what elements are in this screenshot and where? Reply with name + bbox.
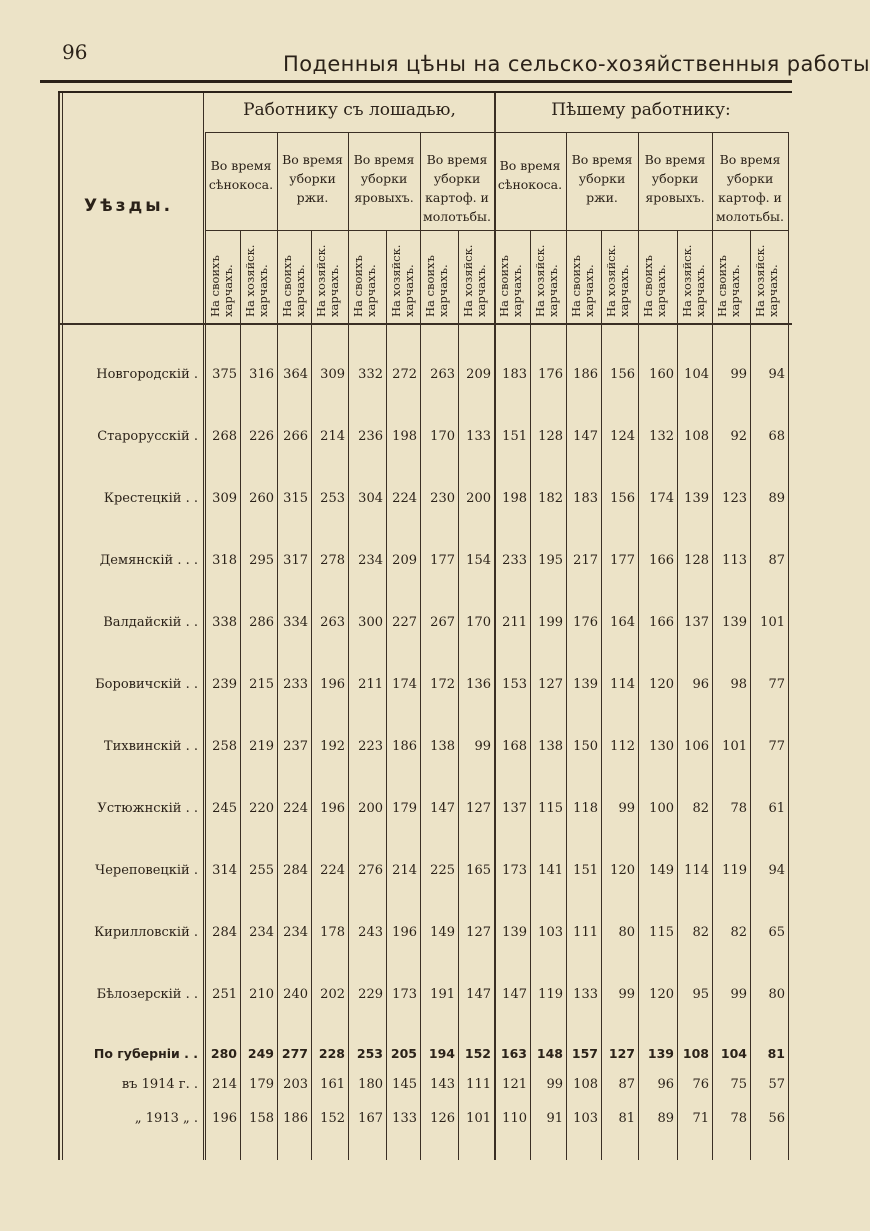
table-cell: 149 [430, 925, 455, 940]
table-cell: 150 [573, 739, 598, 754]
table-cell: 114 [610, 677, 635, 692]
table-cell: 154 [466, 553, 491, 568]
table-cell: 133 [573, 987, 598, 1002]
table-cell: 295 [249, 553, 274, 568]
table-cell: 151 [502, 429, 527, 444]
table-cell: 255 [249, 863, 274, 878]
table-cell: 233 [502, 553, 527, 568]
table-cell: 147 [430, 801, 455, 816]
table-cell: 128 [684, 553, 709, 568]
running-head: Поденныя цѣны на сельско-хозяйственныя работы [283, 52, 870, 76]
table-cell: 176 [538, 367, 563, 382]
own-board-header: На своихъ харчахъ. [641, 255, 668, 317]
table-cell: 224 [320, 863, 345, 878]
table-cell: 266 [283, 429, 308, 444]
table-cell: 170 [430, 429, 455, 444]
table-cell: 284 [283, 863, 308, 878]
table-cell: 209 [392, 553, 417, 568]
table-cell: 87 [768, 553, 785, 568]
table-cell: 133 [392, 1111, 417, 1126]
table-cell: 167 [358, 1111, 383, 1126]
table-cell: 115 [538, 801, 563, 816]
table-cell: 71 [692, 1111, 709, 1126]
district-name: Крестецкій . . [103, 491, 198, 506]
table-cell: 227 [392, 615, 417, 630]
district-name: По губерніи . . [93, 1046, 198, 1061]
header-bottom-line [58, 323, 792, 325]
district-name: Валдайскій . . [103, 615, 198, 630]
own-board-header: На своихъ харчахъ. [280, 255, 307, 317]
master-board-header: На хозяйск. харчахъ. [533, 244, 560, 317]
table-cell: 113 [722, 553, 747, 568]
column-line [240, 230, 241, 1160]
table-cell: 234 [283, 925, 308, 940]
table-cell: 286 [249, 615, 274, 630]
table-cell: 104 [720, 1046, 747, 1061]
table-cell: 104 [684, 367, 709, 382]
period-header: Во время уборки яровыхъ. [644, 152, 706, 205]
table-cell: 92 [730, 429, 747, 444]
table-cell: 200 [358, 801, 383, 816]
own-board-header: На своихъ харчахъ. [497, 255, 524, 317]
table-cell: 158 [249, 1111, 274, 1126]
group-title: Пѣшему работнику: [551, 100, 731, 120]
table-cell: 138 [430, 739, 455, 754]
table-cell: 267 [430, 615, 455, 630]
table-cell: 192 [320, 739, 345, 754]
table-cell: 119 [538, 987, 563, 1002]
table-cell: 196 [212, 1111, 237, 1126]
table-cell: 148 [536, 1046, 563, 1061]
column-line [601, 230, 602, 1160]
table-cell: 240 [283, 987, 308, 1002]
table-cell: 161 [320, 1077, 345, 1092]
table-cell: 94 [768, 367, 785, 382]
table-cell: 99 [474, 739, 491, 754]
table-cell: 251 [212, 987, 237, 1002]
table-cell: 156 [610, 367, 635, 382]
column-line [311, 230, 312, 1160]
table-cell: 100 [649, 801, 674, 816]
table-cell: 245 [212, 801, 237, 816]
table-cell: 120 [610, 863, 635, 878]
table-cell: 214 [320, 429, 345, 444]
table-cell: 334 [283, 615, 308, 630]
table-cell: 177 [610, 553, 635, 568]
table-cell: 114 [684, 863, 709, 878]
table-cell: 186 [392, 739, 417, 754]
table-cell: 223 [358, 739, 383, 754]
table-cell: 149 [649, 863, 674, 878]
table-cell: 253 [356, 1046, 383, 1061]
table-cell: 219 [249, 739, 274, 754]
district-name: въ 1914 г. . [121, 1077, 198, 1092]
table-cell: 82 [692, 925, 709, 940]
table-cell: 170 [466, 615, 491, 630]
table-cell: 81 [618, 1111, 635, 1126]
table-cell: 80 [768, 987, 785, 1002]
column-line [494, 93, 496, 1160]
table-cell: 278 [320, 553, 345, 568]
table-cell: 136 [466, 677, 491, 692]
table-cell: 263 [320, 615, 345, 630]
table-cell: 137 [684, 615, 709, 630]
table-cell: 82 [730, 925, 747, 940]
table-cell: 198 [392, 429, 417, 444]
table-cell: 224 [392, 491, 417, 506]
table-cell: 199 [538, 615, 563, 630]
table-cell: 147 [466, 987, 491, 1002]
table-cell: 284 [212, 925, 237, 940]
column-line [638, 132, 639, 1160]
table-cell: 127 [466, 801, 491, 816]
table-cell: 77 [768, 739, 785, 754]
frame-left-line-2 [62, 93, 63, 1160]
table-cell: 65 [768, 925, 785, 940]
table-cell: 82 [692, 801, 709, 816]
table-cell: 191 [430, 987, 455, 1002]
period-header: Во время уборки картоф. и молотьбы. [423, 152, 491, 224]
table-cell: 99 [618, 987, 635, 1002]
period-header: Во время уборки картоф. и молотьбы. [716, 152, 784, 224]
column-line [530, 230, 531, 1160]
table-cell: 87 [618, 1077, 635, 1092]
table-cell: 375 [212, 367, 237, 382]
table-cell: 152 [320, 1111, 345, 1126]
column-line [458, 230, 459, 1160]
table-cell: 249 [247, 1046, 274, 1061]
column-line [788, 132, 789, 1160]
column-line [277, 132, 278, 1160]
table-cell: 229 [358, 987, 383, 1002]
master-board-header: На хозяйск. харчахъ. [389, 244, 416, 317]
table-cell: 215 [249, 677, 274, 692]
master-board-header: На хозяйск. харчахъ. [243, 244, 270, 317]
table-cell: 277 [281, 1046, 308, 1061]
table-cell: 233 [283, 677, 308, 692]
table-cell: 177 [430, 553, 455, 568]
table-cell: 111 [466, 1077, 491, 1092]
table-cell: 103 [573, 1111, 598, 1126]
column-line [677, 230, 678, 1160]
table-cell: 156 [610, 491, 635, 506]
table-cell: 139 [647, 1046, 674, 1061]
table-cell: 166 [649, 615, 674, 630]
table-cell: 128 [538, 429, 563, 444]
table-cell: 309 [212, 491, 237, 506]
district-name: „ 1913 „ . [134, 1111, 198, 1126]
group-title: Работнику съ лошадью, [243, 100, 456, 120]
table-cell: 78 [730, 1111, 747, 1126]
table-cell: 276 [358, 863, 383, 878]
table-cell: 316 [249, 367, 274, 382]
header-rule-top [40, 80, 792, 83]
table-cell: 205 [390, 1046, 417, 1061]
table-cell: 101 [466, 1111, 491, 1126]
table-cell: 106 [684, 739, 709, 754]
table-cell: 99 [546, 1077, 563, 1092]
table-cell: 176 [573, 615, 598, 630]
table-cell: 194 [428, 1046, 455, 1061]
district-name: Демянскій . . . [99, 553, 198, 568]
table-cell: 236 [358, 429, 383, 444]
table-cell: 118 [573, 801, 598, 816]
period-header: Во время уборки ржи. [571, 152, 633, 205]
stub-divider [203, 93, 204, 1160]
table-cell: 183 [573, 491, 598, 506]
table-cell: 120 [649, 677, 674, 692]
own-board-header: На своихъ харчахъ. [423, 255, 450, 317]
table-cell: 147 [502, 987, 527, 1002]
table-cell: 139 [722, 615, 747, 630]
table-cell: 211 [502, 615, 527, 630]
master-board-header: На хозяйск. харчахъ. [604, 244, 631, 317]
table-cell: 202 [320, 987, 345, 1002]
table-cell: 130 [649, 739, 674, 754]
table-cell: 166 [649, 553, 674, 568]
table-cell: 253 [320, 491, 345, 506]
master-board-header: На хозяйск. харчахъ. [461, 244, 488, 317]
frame-left-line [58, 93, 60, 1160]
table-cell: 364 [283, 367, 308, 382]
table-cell: 127 [538, 677, 563, 692]
table-cell: 174 [649, 491, 674, 506]
table-cell: 168 [502, 739, 527, 754]
table-cell: 239 [212, 677, 237, 692]
table-cell: 94 [768, 863, 785, 878]
table-cell: 217 [573, 553, 598, 568]
table-cell: 108 [684, 429, 709, 444]
table-cell: 178 [320, 925, 345, 940]
table-cell: 228 [318, 1046, 345, 1061]
master-board-header: На хозяйск. харчахъ. [680, 244, 707, 317]
table-cell: 203 [283, 1077, 308, 1092]
table-cell: 120 [649, 987, 674, 1002]
table-cell: 110 [502, 1111, 527, 1126]
row-header-label: Уѣзды. [84, 196, 174, 216]
table-cell: 98 [730, 677, 747, 692]
table-cell: 151 [573, 863, 598, 878]
table-cell: 78 [730, 801, 747, 816]
table-cell: 237 [283, 739, 308, 754]
table-cell: 200 [466, 491, 491, 506]
table-cell: 243 [358, 925, 383, 940]
district-name: Тихвинскій . . [103, 739, 198, 754]
table-cell: 196 [320, 677, 345, 692]
table-cell: 157 [571, 1046, 598, 1061]
table-cell: 179 [249, 1077, 274, 1092]
table-cell: 139 [684, 491, 709, 506]
table-cell: 300 [358, 615, 383, 630]
table-cell: 163 [500, 1046, 527, 1061]
table-cell: 234 [358, 553, 383, 568]
table-cell: 317 [283, 553, 308, 568]
group-divider-line [205, 132, 788, 133]
table-cell: 77 [768, 677, 785, 692]
district-name: Новгородскій . [96, 367, 198, 382]
table-cell: 304 [358, 491, 383, 506]
table-cell: 123 [722, 491, 747, 506]
column-line [566, 132, 567, 1160]
table-cell: 119 [722, 863, 747, 878]
table-cell: 315 [283, 491, 308, 506]
table-cell: 164 [610, 615, 635, 630]
table-cell: 214 [392, 863, 417, 878]
own-board-header: На своихъ харчахъ. [715, 255, 742, 317]
table-cell: 101 [760, 615, 785, 630]
table-cell: 214 [212, 1077, 237, 1092]
table-cell: 174 [392, 677, 417, 692]
table-cell: 160 [649, 367, 674, 382]
table-cell: 182 [538, 491, 563, 506]
header-rule-bottom [58, 91, 792, 93]
table-cell: 220 [249, 801, 274, 816]
table-cell: 314 [212, 863, 237, 878]
table-cell: 96 [692, 677, 709, 692]
table-cell: 89 [768, 491, 785, 506]
page-number: 96 [62, 40, 88, 64]
table-cell: 196 [320, 801, 345, 816]
table-cell: 318 [212, 553, 237, 568]
table-cell: 57 [768, 1077, 785, 1092]
table-cell: 141 [538, 863, 563, 878]
table-cell: 263 [430, 367, 455, 382]
table-cell: 195 [538, 553, 563, 568]
table-cell: 186 [283, 1111, 308, 1126]
table-cell: 143 [430, 1077, 455, 1092]
table-cell: 147 [573, 429, 598, 444]
table-cell: 211 [358, 677, 383, 692]
period-header: Во время сѣнокоса. [497, 158, 563, 192]
table-cell: 61 [768, 801, 785, 816]
table-cell: 75 [730, 1077, 747, 1092]
table-cell: 224 [283, 801, 308, 816]
period-header: Во время сѣнокоса. [208, 158, 274, 192]
table-cell: 173 [392, 987, 417, 1002]
district-name: Череповецкій . [95, 863, 198, 878]
own-board-header: На своихъ харчахъ. [569, 255, 596, 317]
district-name: Боровичскій . . [95, 677, 198, 692]
district-name: Старорусскій . [97, 429, 198, 444]
table-cell: 127 [608, 1046, 635, 1061]
table-cell: 258 [212, 739, 237, 754]
table-cell: 179 [392, 801, 417, 816]
own-board-header: На своихъ харчахъ. [351, 255, 378, 317]
period-header: Во время уборки яровыхъ. [353, 152, 415, 205]
table-cell: 115 [649, 925, 674, 940]
table-cell: 89 [657, 1111, 674, 1126]
table-cell: 153 [502, 677, 527, 692]
table-cell: 210 [249, 987, 274, 1002]
table-cell: 126 [430, 1111, 455, 1126]
table-cell: 152 [464, 1046, 491, 1061]
table-cell: 137 [502, 801, 527, 816]
table-cell: 272 [392, 367, 417, 382]
table-cell: 172 [430, 677, 455, 692]
master-board-header: На хозяйск. харчахъ. [753, 244, 780, 317]
table-cell: 101 [722, 739, 747, 754]
table-cell: 183 [502, 367, 527, 382]
column-line [750, 230, 751, 1160]
period-header: Во время уборки ржи. [282, 152, 343, 205]
table-cell: 96 [657, 1077, 674, 1092]
table-cell: 139 [502, 925, 527, 940]
table-cell: 99 [730, 367, 747, 382]
column-line [712, 132, 713, 1160]
table-cell: 280 [210, 1046, 237, 1061]
table-cell: 209 [466, 367, 491, 382]
column-line [420, 132, 421, 1160]
table-cell: 108 [682, 1046, 709, 1061]
table-cell: 111 [573, 925, 598, 940]
own-board-header: На своихъ харчахъ. [208, 255, 235, 317]
table-cell: 99 [730, 987, 747, 1002]
table-cell: 260 [249, 491, 274, 506]
table-cell: 180 [358, 1077, 383, 1092]
table-cell: 132 [649, 429, 674, 444]
table-cell: 145 [392, 1077, 417, 1092]
table-cell: 127 [466, 925, 491, 940]
table-cell: 76 [692, 1077, 709, 1092]
table-cell: 81 [767, 1046, 785, 1061]
table-cell: 165 [466, 863, 491, 878]
table-cell: 173 [502, 863, 527, 878]
table-cell: 226 [249, 429, 274, 444]
district-name: Кирилловскій . [94, 925, 198, 940]
table-cell: 103 [538, 925, 563, 940]
table-cell: 138 [538, 739, 563, 754]
table-cell: 230 [430, 491, 455, 506]
master-board-header: На хозяйск. харчахъ. [314, 244, 341, 317]
district-name: Бѣлозерскій . . [96, 987, 198, 1002]
table-cell: 332 [358, 367, 383, 382]
table-cell: 338 [212, 615, 237, 630]
table-cell: 91 [546, 1111, 563, 1126]
table-cell: 268 [212, 429, 237, 444]
table-cell: 196 [392, 925, 417, 940]
table-cell: 99 [618, 801, 635, 816]
table-cell: 121 [502, 1077, 527, 1092]
table-cell: 56 [768, 1111, 785, 1126]
table-cell: 309 [320, 367, 345, 382]
table-cell: 225 [430, 863, 455, 878]
table-cell: 186 [573, 367, 598, 382]
table-cell: 139 [573, 677, 598, 692]
district-name: Устюжнскій . . [97, 801, 198, 816]
table-cell: 68 [768, 429, 785, 444]
table-cell: 108 [573, 1077, 598, 1092]
table-cell: 124 [610, 429, 635, 444]
column-line [348, 132, 349, 1160]
column-line [205, 132, 206, 1160]
table-cell: 112 [610, 739, 635, 754]
table-cell: 80 [618, 925, 635, 940]
table-cell: 95 [692, 987, 709, 1002]
table-cell: 198 [502, 491, 527, 506]
table-cell: 133 [466, 429, 491, 444]
table-cell: 234 [249, 925, 274, 940]
